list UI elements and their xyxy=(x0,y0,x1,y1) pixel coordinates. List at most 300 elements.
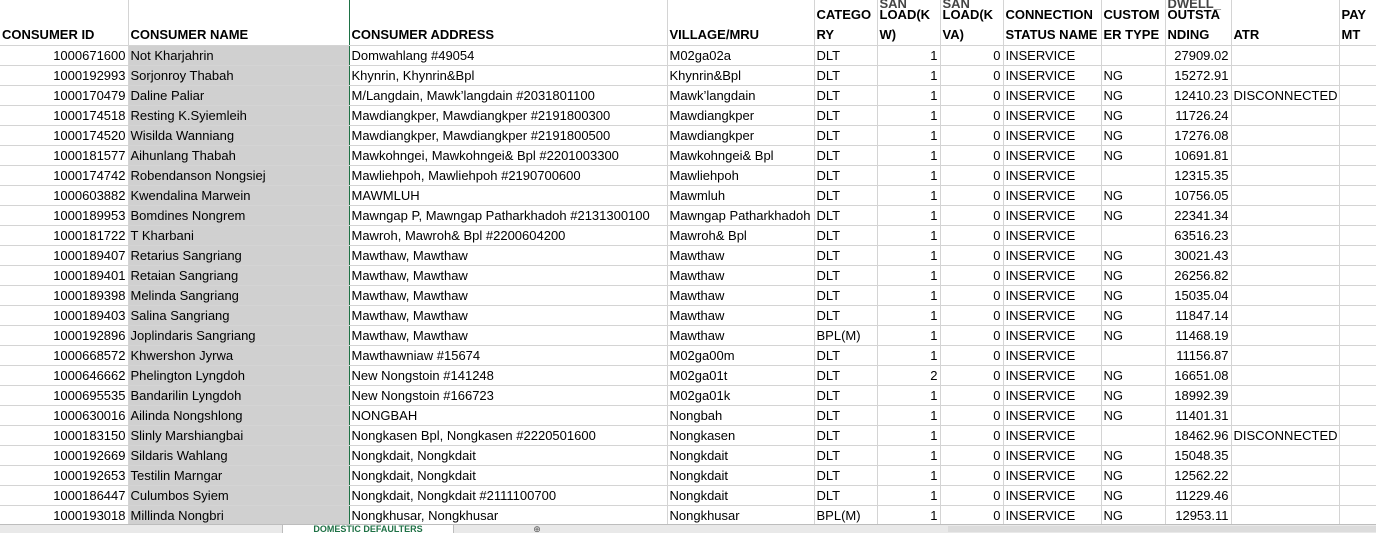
cell-village-mru[interactable]: Mawthaw xyxy=(667,266,814,286)
cell-load-kva[interactable]: 0 xyxy=(940,166,1003,186)
cell-consumer-id[interactable]: 1000695535 xyxy=(0,386,128,406)
cell-customer-type[interactable]: NG xyxy=(1101,406,1165,426)
cell-connection-status[interactable]: INSERVICE xyxy=(1003,326,1101,346)
cell-village-mru[interactable]: Mawkohngei& Bpl xyxy=(667,146,814,166)
header-customer-type[interactable]: CUSTOMER TYPE xyxy=(1101,0,1165,46)
cell-consumer-address[interactable]: Mawroh, Mawroh& Bpl #2200604200 xyxy=(349,226,667,246)
cell-payment[interactable] xyxy=(1339,286,1376,306)
cell-outstanding[interactable]: 63516.23 xyxy=(1165,226,1231,246)
cell-payment[interactable] xyxy=(1339,466,1376,486)
cell-connection-status[interactable]: INSERVICE xyxy=(1003,266,1101,286)
cell-connection-status[interactable]: INSERVICE xyxy=(1003,366,1101,386)
cell-atr[interactable] xyxy=(1231,506,1339,526)
cell-load-kw[interactable]: 1 xyxy=(877,406,940,426)
cell-consumer-name[interactable]: Testilin Marngar xyxy=(128,466,349,486)
cell-consumer-id[interactable]: 1000170479 xyxy=(0,86,128,106)
cell-connection-status[interactable]: INSERVICE xyxy=(1003,426,1101,446)
cell-connection-status[interactable]: INSERVICE xyxy=(1003,406,1101,426)
cell-village-mru[interactable]: Mawthaw xyxy=(667,326,814,346)
cell-connection-status[interactable]: INSERVICE xyxy=(1003,446,1101,466)
cell-consumer-name[interactable]: Millinda Nongbri xyxy=(128,506,349,526)
cell-consumer-address[interactable]: New Nongstoin #166723 xyxy=(349,386,667,406)
cell-atr[interactable]: DISCONNECTED xyxy=(1231,426,1339,446)
cell-consumer-name[interactable]: Melinda Sangriang xyxy=(128,286,349,306)
cell-consumer-address[interactable]: MAWMLUH xyxy=(349,186,667,206)
cell-category[interactable]: DLT xyxy=(814,406,877,426)
cell-outstanding[interactable]: 10691.81 xyxy=(1165,146,1231,166)
cell-category[interactable]: BPL(M) xyxy=(814,326,877,346)
cell-consumer-id[interactable]: 1000189403 xyxy=(0,306,128,326)
cell-consumer-id[interactable]: 1000181577 xyxy=(0,146,128,166)
cell-connection-status[interactable]: INSERVICE xyxy=(1003,126,1101,146)
cell-payment[interactable] xyxy=(1339,346,1376,366)
cell-outstanding[interactable]: 11726.24 xyxy=(1165,106,1231,126)
cell-atr[interactable] xyxy=(1231,446,1339,466)
cell-customer-type[interactable]: NG xyxy=(1101,106,1165,126)
cell-payment[interactable] xyxy=(1339,66,1376,86)
cell-consumer-id[interactable]: 1000192653 xyxy=(0,466,128,486)
cell-customer-type[interactable]: NG xyxy=(1101,186,1165,206)
header-village-mru[interactable]: VILLAGE/MRU xyxy=(667,0,814,46)
cell-connection-status[interactable]: INSERVICE xyxy=(1003,506,1101,526)
cell-customer-type[interactable] xyxy=(1101,426,1165,446)
cell-load-kw[interactable]: 1 xyxy=(877,226,940,246)
cell-village-mru[interactable]: Mawdiangkper xyxy=(667,126,814,146)
cell-consumer-name[interactable]: Daline Paliar xyxy=(128,86,349,106)
cell-customer-type[interactable]: NG xyxy=(1101,86,1165,106)
cell-load-kva[interactable]: 0 xyxy=(940,366,1003,386)
cell-customer-type[interactable]: NG xyxy=(1101,206,1165,226)
cell-atr[interactable]: DISCONNECTED xyxy=(1231,86,1339,106)
cell-outstanding[interactable]: 22341.34 xyxy=(1165,206,1231,226)
cell-village-mru[interactable]: Mawk’langdain xyxy=(667,86,814,106)
cell-customer-type[interactable]: NG xyxy=(1101,146,1165,166)
cell-category[interactable]: DLT xyxy=(814,426,877,446)
cell-connection-status[interactable]: INSERVICE xyxy=(1003,166,1101,186)
cell-consumer-name[interactable]: Wisilda Wanniang xyxy=(128,126,349,146)
cell-outstanding[interactable]: 15048.35 xyxy=(1165,446,1231,466)
cell-load-kva[interactable]: 0 xyxy=(940,66,1003,86)
cell-consumer-name[interactable]: Resting K.Syiemleih xyxy=(128,106,349,126)
horizontal-scrollbar[interactable] xyxy=(948,526,1376,532)
cell-category[interactable]: DLT xyxy=(814,286,877,306)
cell-load-kw[interactable]: 2 xyxy=(877,366,940,386)
cell-consumer-id[interactable]: 1000174518 xyxy=(0,106,128,126)
header-load-kw[interactable]: SAN LOAD(KW) xyxy=(877,0,940,46)
cell-atr[interactable] xyxy=(1231,166,1339,186)
cell-load-kw[interactable]: 1 xyxy=(877,146,940,166)
add-sheet-icon[interactable]: ⊕ xyxy=(533,524,541,534)
cell-outstanding[interactable]: 11156.87 xyxy=(1165,346,1231,366)
cell-payment[interactable] xyxy=(1339,426,1376,446)
cell-atr[interactable] xyxy=(1231,186,1339,206)
cell-connection-status[interactable]: INSERVICE xyxy=(1003,466,1101,486)
cell-load-kw[interactable]: 1 xyxy=(877,346,940,366)
cell-consumer-name[interactable]: Ailinda Nongshlong xyxy=(128,406,349,426)
cell-load-kva[interactable]: 0 xyxy=(940,406,1003,426)
cell-consumer-address[interactable]: Mawngap P, Mawngap Patharkhadoh #2131300100 xyxy=(349,206,667,226)
cell-outstanding[interactable]: 27909.02 xyxy=(1165,46,1231,66)
cell-consumer-address[interactable]: Nongkhusar, Nongkhusar xyxy=(349,506,667,526)
header-consumer-address[interactable]: CONSUMER ADDRESS xyxy=(349,0,667,46)
cell-load-kw[interactable]: 1 xyxy=(877,126,940,146)
cell-consumer-address[interactable]: Nongkdait, Nongkdait xyxy=(349,446,667,466)
cell-load-kw[interactable]: 1 xyxy=(877,66,940,86)
cell-category[interactable]: DLT xyxy=(814,126,877,146)
cell-load-kw[interactable]: 1 xyxy=(877,286,940,306)
cell-atr[interactable] xyxy=(1231,286,1339,306)
cell-customer-type[interactable] xyxy=(1101,346,1165,366)
cell-payment[interactable] xyxy=(1339,206,1376,226)
cell-customer-type[interactable]: NG xyxy=(1101,66,1165,86)
cell-village-mru[interactable]: Mawroh& Bpl xyxy=(667,226,814,246)
cell-customer-type[interactable]: NG xyxy=(1101,386,1165,406)
header-load-kva[interactable]: SAN LOAD(KVA) xyxy=(940,0,1003,46)
cell-atr[interactable] xyxy=(1231,326,1339,346)
cell-load-kva[interactable]: 0 xyxy=(940,486,1003,506)
cell-load-kw[interactable]: 1 xyxy=(877,46,940,66)
cell-village-mru[interactable]: Mawthaw xyxy=(667,246,814,266)
header-atr[interactable]: ATR xyxy=(1231,0,1339,46)
cell-consumer-address[interactable]: Mawliehpoh, Mawliehpoh #2190700600 xyxy=(349,166,667,186)
cell-category[interactable]: DLT xyxy=(814,146,877,166)
cell-load-kw[interactable]: 1 xyxy=(877,506,940,526)
cell-payment[interactable] xyxy=(1339,186,1376,206)
cell-customer-type[interactable]: NG xyxy=(1101,246,1165,266)
cell-consumer-name[interactable]: Aihunlang Thabah xyxy=(128,146,349,166)
cell-category[interactable]: DLT xyxy=(814,486,877,506)
cell-load-kva[interactable]: 0 xyxy=(940,106,1003,126)
cell-load-kw[interactable]: 1 xyxy=(877,386,940,406)
cell-consumer-address[interactable]: Nongkasen Bpl, Nongkasen #2220501600 xyxy=(349,426,667,446)
cell-connection-status[interactable]: INSERVICE xyxy=(1003,306,1101,326)
cell-atr[interactable] xyxy=(1231,266,1339,286)
cell-consumer-id[interactable]: 1000671600 xyxy=(0,46,128,66)
cell-consumer-id[interactable]: 1000192896 xyxy=(0,326,128,346)
cell-outstanding[interactable]: 26256.82 xyxy=(1165,266,1231,286)
cell-consumer-name[interactable]: Not Kharjahrin xyxy=(128,46,349,66)
cell-consumer-id[interactable]: 1000186447 xyxy=(0,486,128,506)
cell-category[interactable]: BPL(M) xyxy=(814,506,877,526)
cell-category[interactable]: DLT xyxy=(814,386,877,406)
cell-customer-type[interactable]: NG xyxy=(1101,286,1165,306)
cell-load-kw[interactable]: 1 xyxy=(877,486,940,506)
cell-consumer-address[interactable]: Khynrin, Khynrin&Bpl xyxy=(349,66,667,86)
cell-atr[interactable] xyxy=(1231,226,1339,246)
header-outstanding[interactable]: DWELL_ OUTSTANDING xyxy=(1165,0,1231,46)
cell-atr[interactable] xyxy=(1231,46,1339,66)
cell-category[interactable]: DLT xyxy=(814,186,877,206)
cell-consumer-name[interactable]: Culumbos Syiem xyxy=(128,486,349,506)
cell-consumer-name[interactable]: Robendanson Nongsiej xyxy=(128,166,349,186)
cell-payment[interactable] xyxy=(1339,406,1376,426)
cell-customer-type[interactable] xyxy=(1101,46,1165,66)
cell-connection-status[interactable]: INSERVICE xyxy=(1003,206,1101,226)
cell-consumer-id[interactable]: 1000668572 xyxy=(0,346,128,366)
cell-connection-status[interactable]: INSERVICE xyxy=(1003,386,1101,406)
header-consumer-name[interactable]: CONSUMER NAME xyxy=(128,0,349,46)
cell-consumer-id[interactable]: 1000174520 xyxy=(0,126,128,146)
cell-payment[interactable] xyxy=(1339,246,1376,266)
cell-outstanding[interactable]: 11229.46 xyxy=(1165,486,1231,506)
cell-consumer-name[interactable]: Salina Sangriang xyxy=(128,306,349,326)
cell-atr[interactable] xyxy=(1231,466,1339,486)
cell-load-kva[interactable]: 0 xyxy=(940,466,1003,486)
cell-consumer-name[interactable]: Khwershon Jyrwa xyxy=(128,346,349,366)
cell-outstanding[interactable]: 15272.91 xyxy=(1165,66,1231,86)
cell-load-kva[interactable]: 0 xyxy=(940,186,1003,206)
cell-category[interactable]: DLT xyxy=(814,226,877,246)
cell-load-kw[interactable]: 1 xyxy=(877,446,940,466)
cell-consumer-id[interactable]: 1000192993 xyxy=(0,66,128,86)
cell-customer-type[interactable]: NG xyxy=(1101,446,1165,466)
cell-outstanding[interactable]: 11847.14 xyxy=(1165,306,1231,326)
cell-category[interactable]: DLT xyxy=(814,206,877,226)
cell-outstanding[interactable]: 10756.05 xyxy=(1165,186,1231,206)
cell-outstanding[interactable]: 11401.31 xyxy=(1165,406,1231,426)
cell-consumer-address[interactable]: Nongkdait, Nongkdait #2111100700 xyxy=(349,486,667,506)
cell-load-kw[interactable]: 1 xyxy=(877,246,940,266)
cell-outstanding[interactable]: 11468.19 xyxy=(1165,326,1231,346)
cell-load-kva[interactable]: 0 xyxy=(940,246,1003,266)
cell-connection-status[interactable]: INSERVICE xyxy=(1003,86,1101,106)
header-consumer-id[interactable]: CONSUMER ID xyxy=(0,0,128,46)
cell-consumer-address[interactable]: Domwahlang #49054 xyxy=(349,46,667,66)
cell-consumer-address[interactable]: Mawthaw, Mawthaw xyxy=(349,286,667,306)
cell-customer-type[interactable] xyxy=(1101,166,1165,186)
cell-connection-status[interactable]: INSERVICE xyxy=(1003,286,1101,306)
cell-category[interactable]: DLT xyxy=(814,46,877,66)
cell-outstanding[interactable]: 12953.11 xyxy=(1165,506,1231,526)
cell-consumer-name[interactable]: Phelington Lyngdoh xyxy=(128,366,349,386)
cell-consumer-address[interactable]: Nongkdait, Nongkdait xyxy=(349,466,667,486)
cell-consumer-name[interactable]: Retarius Sangriang xyxy=(128,246,349,266)
cell-consumer-name[interactable]: Bandarilin Lyngdoh xyxy=(128,386,349,406)
cell-payment[interactable] xyxy=(1339,386,1376,406)
cell-atr[interactable] xyxy=(1231,406,1339,426)
cell-customer-type[interactable]: NG xyxy=(1101,486,1165,506)
cell-category[interactable]: DLT xyxy=(814,246,877,266)
cell-connection-status[interactable]: INSERVICE xyxy=(1003,46,1101,66)
cell-load-kw[interactable]: 1 xyxy=(877,186,940,206)
cell-consumer-name[interactable]: Joplindaris Sangriang xyxy=(128,326,349,346)
cell-village-mru[interactable]: Nongbah xyxy=(667,406,814,426)
cell-payment[interactable] xyxy=(1339,166,1376,186)
cell-connection-status[interactable]: INSERVICE xyxy=(1003,186,1101,206)
cell-payment[interactable] xyxy=(1339,86,1376,106)
cell-category[interactable]: DLT xyxy=(814,166,877,186)
cell-consumer-address[interactable]: Mawthaw, Mawthaw xyxy=(349,326,667,346)
cell-atr[interactable] xyxy=(1231,66,1339,86)
cell-load-kw[interactable]: 1 xyxy=(877,86,940,106)
cell-connection-status[interactable]: INSERVICE xyxy=(1003,66,1101,86)
cell-consumer-name[interactable]: Sildaris Wahlang xyxy=(128,446,349,466)
cell-consumer-address[interactable]: New Nongstoin #141248 xyxy=(349,366,667,386)
cell-village-mru[interactable]: Mawdiangkper xyxy=(667,106,814,126)
cell-load-kva[interactable]: 0 xyxy=(940,126,1003,146)
cell-category[interactable]: DLT xyxy=(814,306,877,326)
cell-load-kva[interactable]: 0 xyxy=(940,346,1003,366)
cell-category[interactable]: DLT xyxy=(814,106,877,126)
cell-load-kw[interactable]: 1 xyxy=(877,466,940,486)
cell-category[interactable]: DLT xyxy=(814,66,877,86)
header-payment[interactable]: PAYMT xyxy=(1339,0,1376,46)
cell-payment[interactable] xyxy=(1339,106,1376,126)
cell-consumer-address[interactable]: Mawthawniaw #15674 xyxy=(349,346,667,366)
cell-atr[interactable] xyxy=(1231,246,1339,266)
cell-connection-status[interactable]: INSERVICE xyxy=(1003,486,1101,506)
cell-load-kva[interactable]: 0 xyxy=(940,286,1003,306)
cell-outstanding[interactable]: 12410.23 xyxy=(1165,86,1231,106)
cell-load-kw[interactable]: 1 xyxy=(877,106,940,126)
cell-load-kva[interactable]: 0 xyxy=(940,446,1003,466)
cell-category[interactable]: DLT xyxy=(814,466,877,486)
cell-payment[interactable] xyxy=(1339,366,1376,386)
cell-load-kva[interactable]: 0 xyxy=(940,326,1003,346)
cell-consumer-id[interactable]: 1000189401 xyxy=(0,266,128,286)
cell-consumer-id[interactable]: 1000189398 xyxy=(0,286,128,306)
cell-consumer-id[interactable]: 1000189407 xyxy=(0,246,128,266)
cell-village-mru[interactable]: Nongkhusar xyxy=(667,506,814,526)
cell-load-kw[interactable]: 1 xyxy=(877,266,940,286)
cell-outstanding[interactable]: 18462.96 xyxy=(1165,426,1231,446)
cell-load-kva[interactable]: 0 xyxy=(940,266,1003,286)
cell-load-kw[interactable]: 1 xyxy=(877,166,940,186)
cell-payment[interactable] xyxy=(1339,226,1376,246)
cell-outstanding[interactable]: 15035.04 xyxy=(1165,286,1231,306)
cell-connection-status[interactable]: INSERVICE xyxy=(1003,106,1101,126)
cell-payment[interactable] xyxy=(1339,266,1376,286)
cell-village-mru[interactable]: Khynrin&Bpl xyxy=(667,66,814,86)
cell-consumer-address[interactable]: Mawthaw, Mawthaw xyxy=(349,306,667,326)
header-connection-status[interactable]: CONNECTION STATUS NAME xyxy=(1003,0,1101,46)
cell-outstanding[interactable]: 17276.08 xyxy=(1165,126,1231,146)
cell-category[interactable]: DLT xyxy=(814,346,877,366)
cell-consumer-address[interactable]: Mawthaw, Mawthaw xyxy=(349,266,667,286)
cell-village-mru[interactable]: Nongkdait xyxy=(667,486,814,506)
cell-payment[interactable] xyxy=(1339,46,1376,66)
cell-consumer-name[interactable]: Retaian Sangriang xyxy=(128,266,349,286)
cell-load-kva[interactable]: 0 xyxy=(940,86,1003,106)
cell-load-kva[interactable]: 0 xyxy=(940,206,1003,226)
cell-village-mru[interactable]: Mawngap Patharkhadoh xyxy=(667,206,814,226)
cell-customer-type[interactable]: NG xyxy=(1101,506,1165,526)
cell-payment[interactable] xyxy=(1339,126,1376,146)
cell-outstanding[interactable]: 12562.22 xyxy=(1165,466,1231,486)
cell-consumer-address[interactable]: Mawdiangkper, Mawdiangkper #2191800500 xyxy=(349,126,667,146)
cell-consumer-id[interactable]: 1000193018 xyxy=(0,506,128,526)
cell-consumer-address[interactable]: NONGBAH xyxy=(349,406,667,426)
cell-connection-status[interactable]: INSERVICE xyxy=(1003,246,1101,266)
cell-atr[interactable] xyxy=(1231,386,1339,406)
cell-load-kva[interactable]: 0 xyxy=(940,306,1003,326)
cell-category[interactable]: DLT xyxy=(814,266,877,286)
cell-consumer-id[interactable]: 1000183150 xyxy=(0,426,128,446)
cell-village-mru[interactable]: Nongkdait xyxy=(667,446,814,466)
cell-customer-type[interactable]: NG xyxy=(1101,326,1165,346)
cell-village-mru[interactable]: Nongkasen xyxy=(667,426,814,446)
cell-consumer-id[interactable]: 1000630016 xyxy=(0,406,128,426)
cell-load-kva[interactable]: 0 xyxy=(940,386,1003,406)
cell-load-kva[interactable]: 0 xyxy=(940,146,1003,166)
cell-outstanding[interactable]: 30021.43 xyxy=(1165,246,1231,266)
cell-consumer-name[interactable]: Bomdines Nongrem xyxy=(128,206,349,226)
cell-connection-status[interactable]: INSERVICE xyxy=(1003,346,1101,366)
cell-village-mru[interactable]: Mawliehpoh xyxy=(667,166,814,186)
cell-load-kva[interactable]: 0 xyxy=(940,226,1003,246)
cell-outstanding[interactable]: 16651.08 xyxy=(1165,366,1231,386)
cell-consumer-id[interactable]: 1000192669 xyxy=(0,446,128,466)
cell-village-mru[interactable]: M02ga01t xyxy=(667,366,814,386)
cell-customer-type[interactable]: NG xyxy=(1101,306,1165,326)
cell-atr[interactable] xyxy=(1231,206,1339,226)
cell-customer-type[interactable]: NG xyxy=(1101,466,1165,486)
cell-consumer-id[interactable]: 1000189953 xyxy=(0,206,128,226)
cell-customer-type[interactable]: NG xyxy=(1101,366,1165,386)
cell-load-kw[interactable]: 1 xyxy=(877,426,940,446)
cell-village-mru[interactable]: M02ga01k xyxy=(667,386,814,406)
cell-consumer-address[interactable]: Mawdiangkper, Mawdiangkper #2191800300 xyxy=(349,106,667,126)
cell-consumer-id[interactable]: 1000181722 xyxy=(0,226,128,246)
cell-category[interactable]: DLT xyxy=(814,366,877,386)
cell-atr[interactable] xyxy=(1231,126,1339,146)
cell-load-kw[interactable]: 1 xyxy=(877,326,940,346)
cell-village-mru[interactable]: M02ga02a xyxy=(667,46,814,66)
cell-consumer-address[interactable]: M/Langdain, Mawk’langdain #2031801100 xyxy=(349,86,667,106)
cell-village-mru[interactable]: M02ga00m xyxy=(667,346,814,366)
cell-payment[interactable] xyxy=(1339,446,1376,466)
cell-load-kva[interactable]: 0 xyxy=(940,506,1003,526)
cell-payment[interactable] xyxy=(1339,306,1376,326)
cell-consumer-name[interactable]: Kwendalina Marwein xyxy=(128,186,349,206)
cell-load-kva[interactable]: 0 xyxy=(940,46,1003,66)
cell-consumer-name[interactable]: T Kharbani xyxy=(128,226,349,246)
cell-atr[interactable] xyxy=(1231,346,1339,366)
cell-category[interactable]: DLT xyxy=(814,86,877,106)
cell-atr[interactable] xyxy=(1231,146,1339,166)
cell-village-mru[interactable]: Nongkdait xyxy=(667,466,814,486)
cell-payment[interactable] xyxy=(1339,486,1376,506)
cell-village-mru[interactable]: Mawthaw xyxy=(667,286,814,306)
cell-payment[interactable] xyxy=(1339,326,1376,346)
cell-atr[interactable] xyxy=(1231,106,1339,126)
cell-consumer-address[interactable]: Mawkohngei, Mawkohngei& Bpl #2201003300 xyxy=(349,146,667,166)
cell-consumer-id[interactable]: 1000603882 xyxy=(0,186,128,206)
cell-atr[interactable] xyxy=(1231,306,1339,326)
cell-consumer-address[interactable]: Mawthaw, Mawthaw xyxy=(349,246,667,266)
cell-customer-type[interactable] xyxy=(1101,226,1165,246)
cell-connection-status[interactable]: INSERVICE xyxy=(1003,226,1101,246)
cell-outstanding[interactable]: 12315.35 xyxy=(1165,166,1231,186)
cell-customer-type[interactable]: NG xyxy=(1101,266,1165,286)
cell-atr[interactable] xyxy=(1231,366,1339,386)
cell-outstanding[interactable]: 18992.39 xyxy=(1165,386,1231,406)
cell-atr[interactable] xyxy=(1231,486,1339,506)
cell-consumer-id[interactable]: 1000174742 xyxy=(0,166,128,186)
cell-consumer-name[interactable]: Sorjonroy Thabah xyxy=(128,66,349,86)
cell-category[interactable]: DLT xyxy=(814,446,877,466)
header-category[interactable]: CATEGORY xyxy=(814,0,877,46)
cell-load-kw[interactable]: 1 xyxy=(877,306,940,326)
cell-load-kva[interactable]: 0 xyxy=(940,426,1003,446)
cell-customer-type[interactable]: NG xyxy=(1101,126,1165,146)
sheet-tab-domestic-defaulters[interactable]: DOMESTIC DEFAULTERS xyxy=(282,525,454,533)
cell-village-mru[interactable]: Mawmluh xyxy=(667,186,814,206)
cell-payment[interactable] xyxy=(1339,506,1376,526)
cell-payment[interactable] xyxy=(1339,146,1376,166)
cell-consumer-name[interactable]: Slinly Marshiangbai xyxy=(128,426,349,446)
cell-connection-status[interactable]: INSERVICE xyxy=(1003,146,1101,166)
